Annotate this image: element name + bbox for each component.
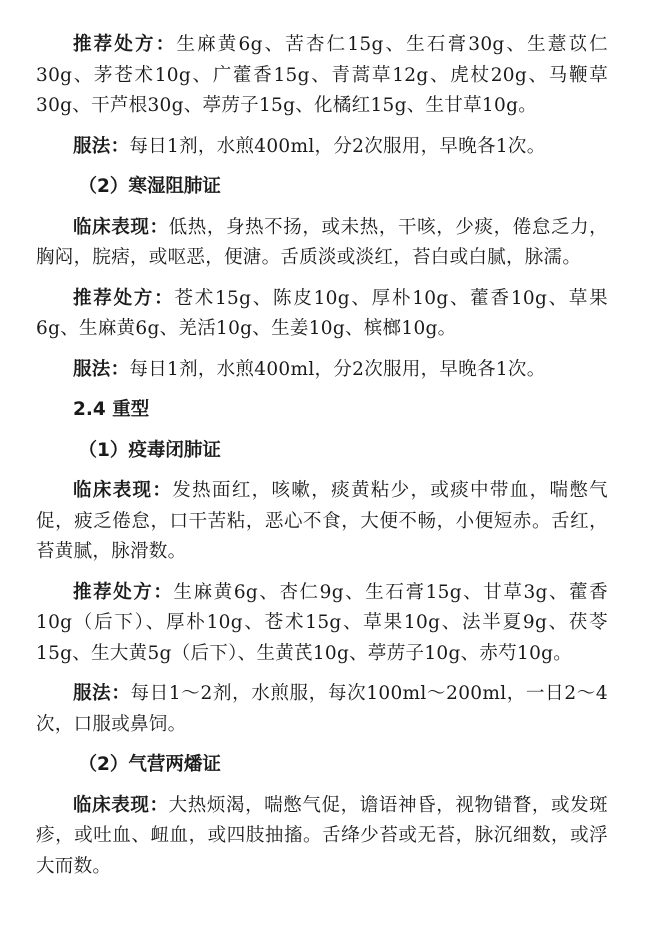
dosage-paragraph bbox=[36, 355, 608, 386]
prescription-label: 推荐处方： bbox=[73, 287, 175, 309]
prescription-label: 推荐处方： bbox=[73, 581, 174, 603]
dosage-text: 每日1剂，水煎400ml，分2次服用，早晚各1次。 bbox=[129, 358, 546, 380]
clinical-manifestation-label: 临床表现： bbox=[73, 216, 169, 238]
dosage-label: 服法： bbox=[73, 683, 131, 704]
prescription-paragraph bbox=[36, 30, 608, 122]
dosage-paragraph bbox=[36, 132, 608, 163]
prescription-paragraph bbox=[36, 284, 608, 345]
prescription-text: 生麻黄6g、杏仁9g、生石膏15g、甘草3g、藿香10g（后下）、厚朴10g、苍术15g、草果10g、法半夏9g、茯苓15g、生大黄5g（后下）、生黄芪10g、葶苈子10g、赤芍10g。 bbox=[36, 581, 608, 664]
syndrome-heading: （2）气营两燔证 bbox=[78, 754, 221, 775]
clinical-manifestation-label: 临床表现： bbox=[73, 794, 169, 816]
clinical-manifestation-text: 大热烦渴，喘憋气促，谵语神昏，视物错瞀，或发斑疹，或吐血、衄血，或四肢抽搐。舌绛少苔或无苔，脉沉细数，或浮大而数。 bbox=[36, 794, 608, 877]
dosage-text: 每日1～2剂，水煎服，每次100ml～200ml，一日2～4次，口服或鼻饲。 bbox=[36, 683, 609, 735]
clinical-manifestation-text: 发热面红，咳嗽，痰黄粘少，或痰中带血，喘憋气促，疲乏倦怠，口干苦粘，恶心不食，大便不畅，小便短赤。舌红，苔黄腻，脉滑数。 bbox=[36, 480, 608, 562]
prescription-text: 苍术15g、陈皮10g、厚朴10g、藿香10g、草果6g、生麻黄6g、羌活10g、生姜10g、槟榔10g。 bbox=[36, 287, 608, 339]
dosage-text: 每日1剂，水煎400ml，分2次服用，早晚各1次。 bbox=[129, 135, 546, 157]
dosage-paragraph bbox=[36, 679, 608, 740]
prescription-label: 推荐处方： bbox=[73, 34, 177, 55]
clinical-manifestation-paragraph bbox=[36, 213, 608, 274]
clinical-manifestation-paragraph bbox=[36, 476, 608, 568]
clinical-manifestation-label: 临床表现： bbox=[73, 480, 173, 501]
prescription-paragraph bbox=[36, 578, 608, 670]
dosage-label: 服法： bbox=[73, 358, 130, 380]
syndrome-heading: （2）寒湿阻肺证 bbox=[78, 176, 221, 197]
prescription-text: 生麻黄6g、苦杏仁15g、生石膏30g、生薏苡仁30g、茅苍术10g、广藿香15g、青蒿草12g、虎杖20g、马鞭草30g、干芦根30g、葶苈子15g、化橘红15g、生甘草10g。 bbox=[36, 34, 608, 116]
clinical-manifestation-text: 低热，身热不扬，或未热，干咳，少痰，倦怠乏力，胸闷，脘痞，或呕恶，便溏。舌质淡或淡红，苔白或白腻，脉濡。 bbox=[36, 216, 608, 268]
syndrome-heading: （1）疫毒闭肺证 bbox=[78, 439, 221, 461]
dosage-label: 服法： bbox=[73, 135, 130, 157]
section-heading: 2.4 重型 bbox=[73, 399, 150, 420]
clinical-manifestation-paragraph bbox=[36, 791, 608, 883]
